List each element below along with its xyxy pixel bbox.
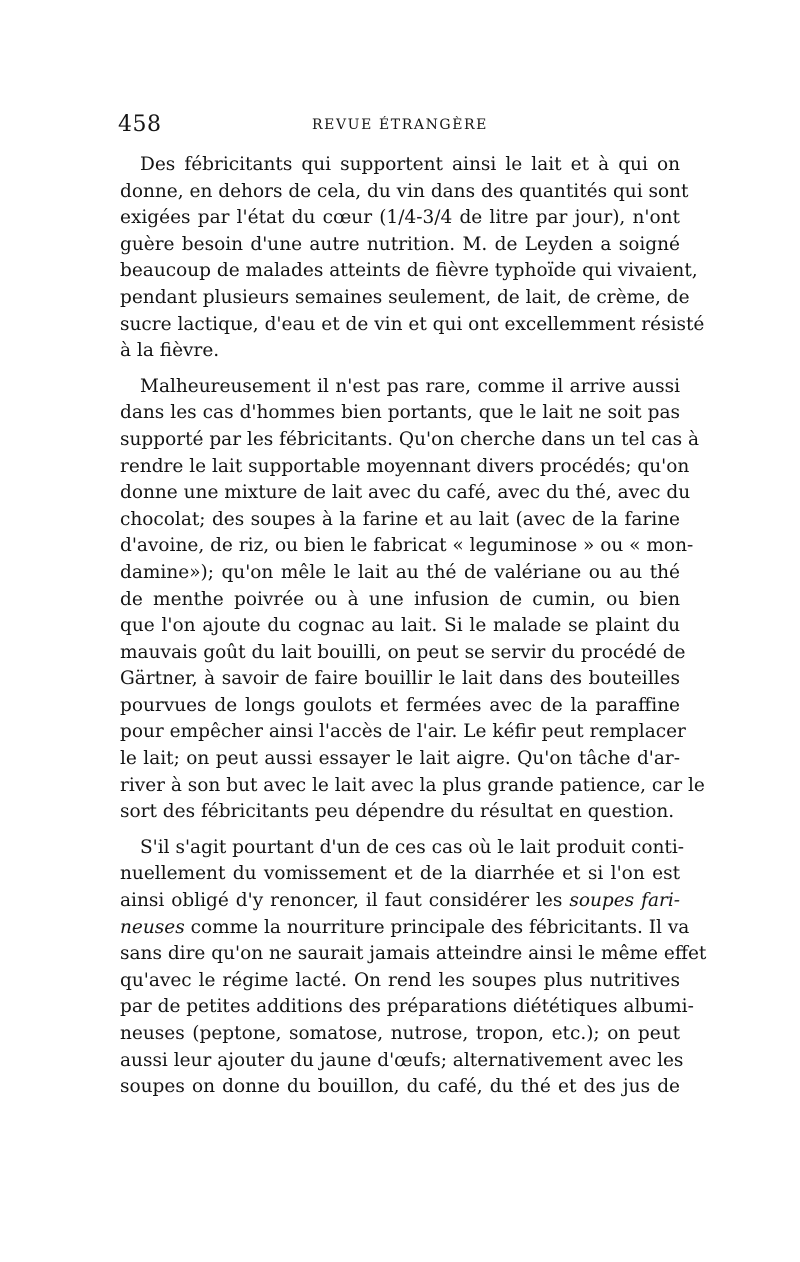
text-line: soupes on donne du bouillon, du café, du thé et des jus de (120, 1076, 680, 1098)
text-line (120, 888, 680, 915)
text-line: nuellement du vomissement et de la diarrhée et si l'on est (120, 863, 680, 885)
text-line: supporté par les fébricitants. Qu'on cherche dans un tel cas à (120, 428, 700, 450)
text-line: d'avoine, de riz, ou bien le fabricat « leguminose » ou « mon- (120, 535, 694, 557)
text-line: Malheureusement il n'est pas rare, comme il arrive aussi (140, 375, 680, 397)
italic-term: neuses (120, 916, 185, 938)
text-line: sans dire qu'on ne saurait jamais atteindre ainsi le même effet (120, 943, 707, 965)
text-run: comme la nourriture principale des fébricitants. Il va (184, 916, 690, 938)
text-line: Gärtner, à savoir de faire bouillir le lait dans des bouteilles (120, 668, 680, 690)
text-line: aussi leur ajouter du jaune d'œufs; alternativement avec les (120, 1049, 684, 1071)
text-line: pourvues de longs goulots et fermées avec de la paraffine (120, 694, 680, 716)
text-line: river à son but avec le lait avec la plus grande patience, car le (120, 774, 705, 796)
paragraph-3 (120, 835, 707, 1101)
text-line: par de petites additions des préparations diététiques albumi- (120, 996, 694, 1018)
text-line (120, 915, 690, 942)
text-line: pendant plusieurs semaines seulement, de lait, de crème, de (120, 286, 690, 308)
running-header (120, 112, 680, 142)
text-line: beaucoup de malades atteints de fièvre typhoïde qui vivaient, (120, 260, 698, 282)
page-number: 458 (118, 112, 162, 137)
text-line: le lait; on peut aussi essayer le lait aigre. Qu'on tâche d'ar- (120, 748, 680, 770)
text-line: guère besoin d'une autre nutrition. M. de Leyden a soigné (120, 233, 680, 255)
text-line: chocolat; des soupes à la farine et au lait (avec de la farine (120, 508, 680, 530)
text-line: exigées par l'état du cœur (1/4-3/4 de litre par jour), n'ont (120, 207, 680, 229)
text-line: mauvais goût du lait bouilli, on peut se servir du procédé de (120, 641, 686, 663)
text-line: neuses (peptone, somatose, nutrose, tropon, etc.); on peut (120, 1023, 680, 1044)
text-line: donne, en dehors de cela, du vin dans des quantités qui sont (120, 180, 689, 202)
text-line: Des fébricitants qui supportent ainsi le lait et à qui on (140, 154, 680, 175)
text-line: à la fièvre. (120, 340, 220, 362)
text-line: de menthe poivrée ou à une infusion de cumin, ou bien (120, 588, 680, 610)
text-line: dans les cas d'hommes bien portants, que le lait ne soit pas (120, 402, 680, 424)
text-line: rendre le lait supportable moyennant divers procédés; qu'on (120, 455, 690, 477)
italic-term: soupes fari- (569, 890, 681, 912)
text-line: damine»); qu'on mêle le lait au thé de valériane ou au thé (120, 561, 680, 583)
running-title: REVUE ÉTRANGÈRE (312, 117, 488, 133)
text-line: S'il s'agit pourtant d'un de ces cas où le lait produit conti- (140, 836, 685, 858)
paragraph-1 (120, 152, 705, 365)
document-page (118, 112, 707, 1110)
text-line: sort des fébricitants peu dépendre du résultat en question. (120, 801, 675, 823)
text-line: que l'on ajoute du cognac au lait. Si le malade se plaint du (120, 615, 680, 637)
text-line: sucre lactique, d'eau et de vin et qui ont excellemment résisté (120, 313, 705, 335)
text-line: qu'avec le régime lacté. On rend les soupes plus nutritives (120, 969, 680, 991)
text-line: pour empêcher ainsi l'accès de l'air. Le kéfir peut remplacer (120, 721, 686, 743)
text-run: ainsi obligé d'y renoncer, il faut considérer les (120, 890, 570, 912)
paragraph-2 (120, 374, 705, 826)
text-line: donne une mixture de lait avec du café, avec du thé, avec du (120, 482, 691, 504)
